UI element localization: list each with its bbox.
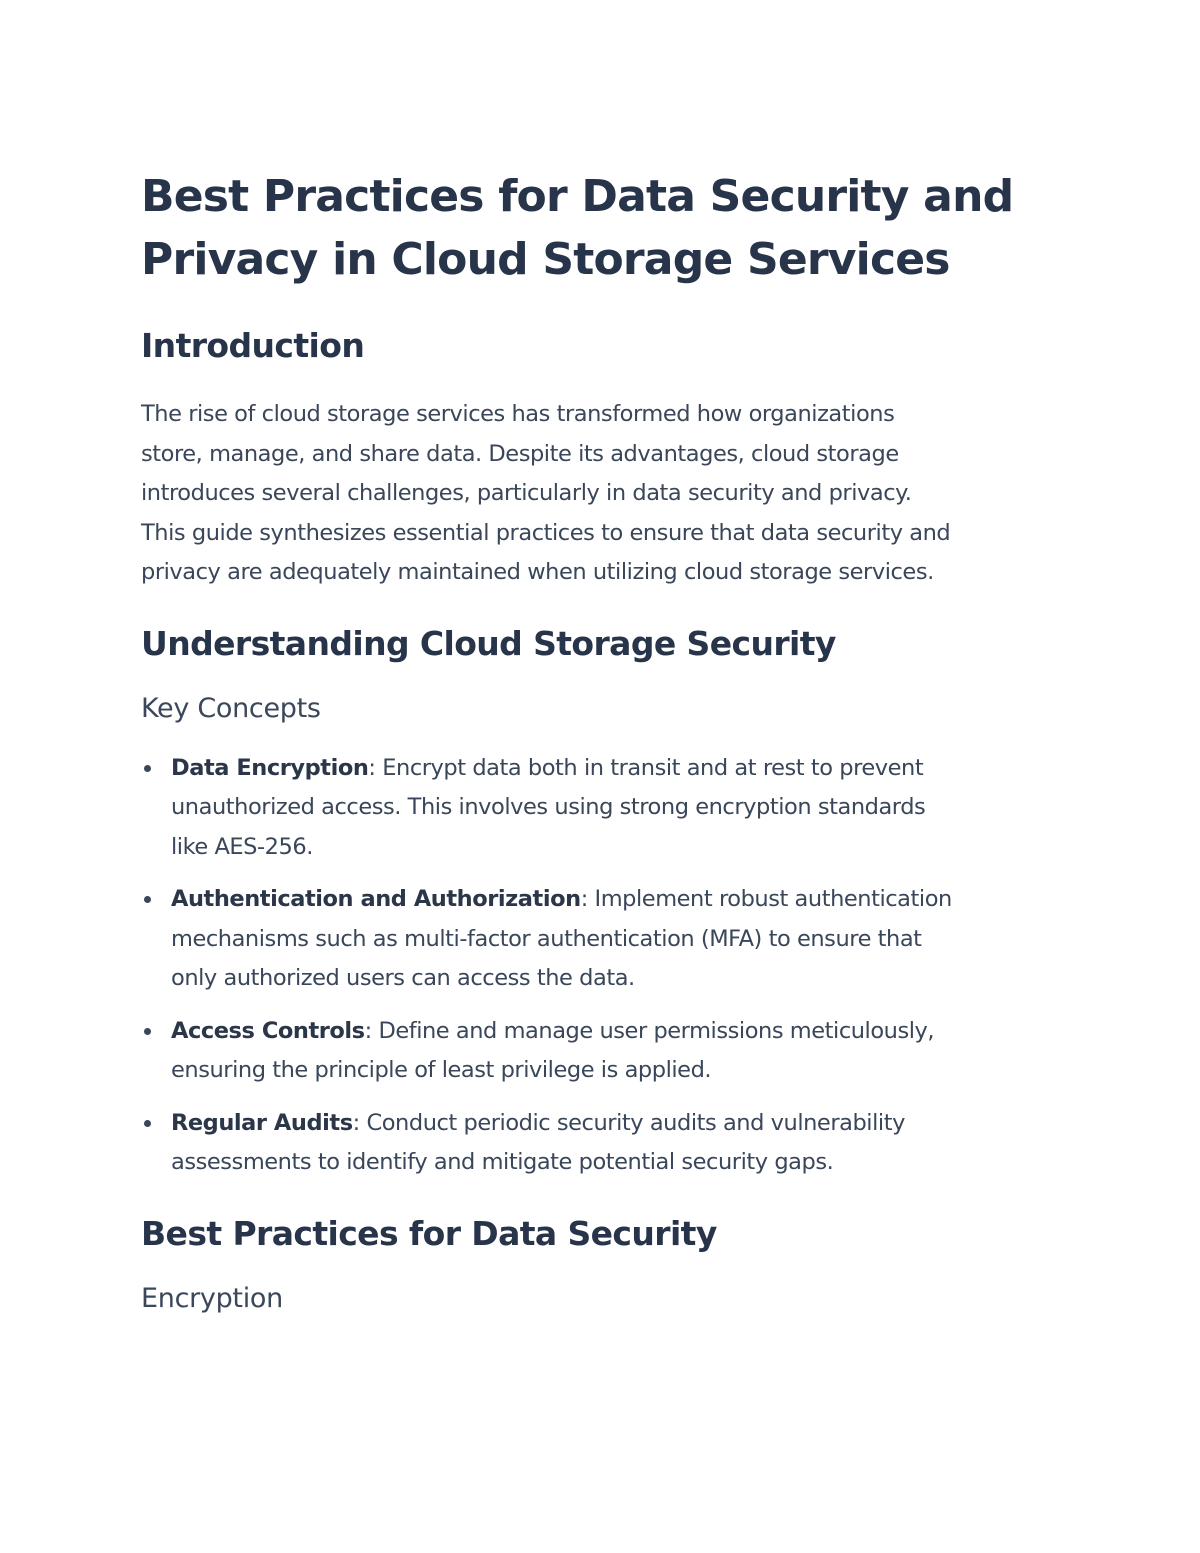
bullet-icon bbox=[144, 896, 151, 903]
list-item-line: ensuring the principle of least privilege is applied. bbox=[171, 1057, 712, 1083]
key-concepts-list bbox=[141, 749, 1071, 1183]
key-concepts-subheading: Key Concepts bbox=[141, 692, 321, 724]
title-line: Best Practices for Data Security and bbox=[141, 171, 1014, 222]
paragraph-line: privacy are adequately maintained when utilizing cloud storage services. bbox=[141, 559, 934, 585]
list-item-first-line bbox=[171, 749, 1071, 789]
bullet-icon bbox=[144, 765, 151, 772]
list-item bbox=[141, 749, 1071, 868]
list-item bbox=[141, 1012, 1071, 1091]
list-item-line: only authorized users can access the data. bbox=[171, 965, 635, 991]
list-item-line: mechanisms such as multi-factor authentication (MFA) to ensure that bbox=[171, 925, 922, 952]
document-title bbox=[141, 165, 1071, 291]
understanding-heading: Understanding Cloud Storage Security bbox=[141, 623, 836, 663]
paragraph-line: store, manage, and share data. Despite its advantages, cloud storage bbox=[141, 440, 899, 467]
document-page bbox=[141, 165, 1071, 1317]
introduction-paragraph bbox=[141, 395, 1071, 593]
list-item-term: Regular Audits bbox=[171, 1109, 353, 1136]
list-item-text: : Define and manage user permissions meticulously, bbox=[364, 1017, 935, 1044]
introduction-heading: Introduction bbox=[141, 326, 365, 365]
bullet-icon bbox=[144, 1028, 151, 1035]
list-item-first-line bbox=[171, 880, 1071, 920]
list-item bbox=[141, 880, 1071, 999]
paragraph-line: This guide synthesizes essential practices to ensure that data security and bbox=[141, 519, 951, 546]
bullet-icon bbox=[144, 1120, 151, 1127]
title-line: Privacy in Cloud Storage Services bbox=[141, 234, 950, 285]
list-item-term: Access Controls bbox=[171, 1017, 365, 1044]
paragraph-line: introduces several challenges, particularly in data security and privacy. bbox=[141, 480, 912, 506]
list-item-text: : Implement robust authentication bbox=[580, 886, 952, 912]
list-item-first-line bbox=[171, 1104, 1071, 1144]
list-item-line: unauthorized access. This involves using strong encryption standards bbox=[171, 794, 926, 820]
list-item-first-line bbox=[171, 1012, 1071, 1052]
list-item bbox=[141, 1104, 1071, 1183]
list-item-text: : Encrypt data both in transit and at rest to prevent bbox=[368, 754, 924, 781]
list-item-term: Data Encryption bbox=[171, 754, 369, 781]
paragraph-line: The rise of cloud storage services has transformed how organizations bbox=[141, 401, 895, 427]
data-security-heading: Best Practices for Data Security bbox=[141, 1213, 717, 1253]
list-item-line: assessments to identify and mitigate potential security gaps. bbox=[171, 1149, 834, 1175]
list-item-text: : Conduct periodic security audits and vulnerability bbox=[352, 1109, 905, 1136]
list-item-term: Authentication and Authorization bbox=[171, 886, 581, 912]
encryption-subheading: Encryption bbox=[141, 1282, 283, 1314]
list-item-line: like AES-256. bbox=[171, 833, 313, 860]
